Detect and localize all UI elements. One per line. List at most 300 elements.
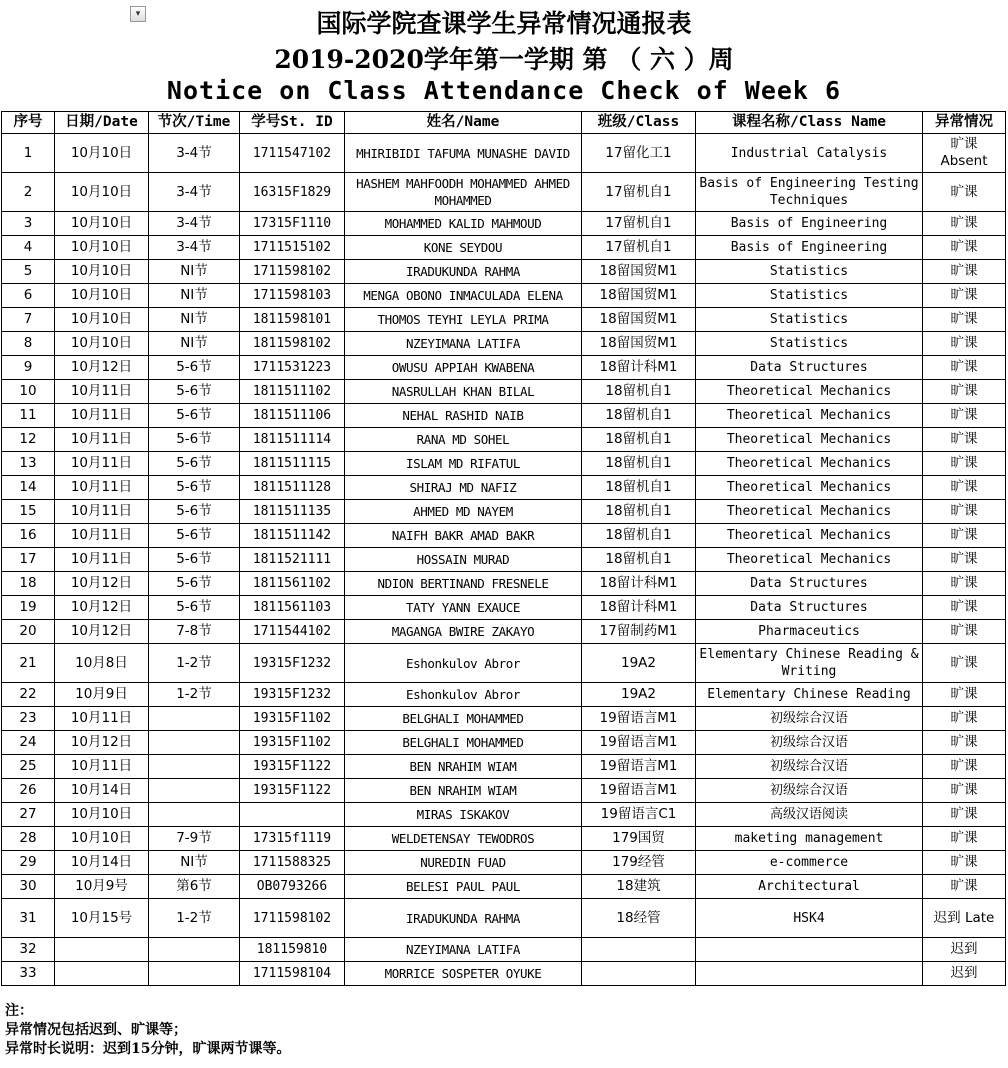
cell-no: 28 <box>2 827 55 851</box>
cell-time: 3-4节 <box>149 134 240 173</box>
cell-course: 初级综合汉语 <box>696 731 923 755</box>
cell-time: 5-6节 <box>149 524 240 548</box>
cell-status: 旷课 <box>923 620 1006 644</box>
cell-no: 17 <box>2 548 55 572</box>
cell-date: 10月14日 <box>55 779 149 803</box>
cell-date: 10月8日 <box>55 644 149 683</box>
cell-date: 10月11日 <box>55 524 149 548</box>
cell-course: Statistics <box>696 332 923 356</box>
cell-no: 25 <box>2 755 55 779</box>
cell-no: 7 <box>2 308 55 332</box>
cell-class: 19留语言C1 <box>582 803 696 827</box>
cell-student-id: 1811521111 <box>240 548 345 572</box>
cell-status: 旷课 <box>923 356 1006 380</box>
notes-label: 注： <box>5 1003 33 1019</box>
cell-student-id: 1811511106 <box>240 404 345 428</box>
cell-status: 旷课 <box>923 731 1006 755</box>
cell-status: 旷课 <box>923 803 1006 827</box>
cell-date <box>55 938 149 962</box>
cell-date: 10月9日 <box>55 683 149 707</box>
cell-course: Data Structures <box>696 596 923 620</box>
cell-no: 19 <box>2 596 55 620</box>
cell-course: e-commerce <box>696 851 923 875</box>
cell-course: Theoretical Mechanics <box>696 404 923 428</box>
cell-class: 18留计科M1 <box>582 596 696 620</box>
cell-name: THOMOS TEYHI LEYLA PRIMA <box>345 308 582 332</box>
cell-date: 10月11日 <box>55 428 149 452</box>
cell-course: Theoretical Mechanics <box>696 476 923 500</box>
cell-class: 18留机自1 <box>582 476 696 500</box>
cell-no: 16 <box>2 524 55 548</box>
cell-course: Industrial Catalysis <box>696 134 923 173</box>
table-row <box>2 827 1006 851</box>
cell-class: 17留机自1 <box>582 173 696 212</box>
cell-no: 26 <box>2 779 55 803</box>
cell-time <box>149 707 240 731</box>
cell-no: 5 <box>2 260 55 284</box>
table-row <box>2 851 1006 875</box>
cell-no: 4 <box>2 236 55 260</box>
cell-name: BEN NRAHIM WIAM <box>345 755 582 779</box>
table-row <box>2 755 1006 779</box>
table-row <box>2 803 1006 827</box>
cell-name: BELGHALI MOHAMMED <box>345 731 582 755</box>
cell-class: 18留国贸M1 <box>582 308 696 332</box>
cell-student-id: 1711598102 <box>240 260 345 284</box>
cell-time: 5-6节 <box>149 476 240 500</box>
cell-time <box>149 731 240 755</box>
cell-name: BELGHALI MOHAMMED <box>345 707 582 731</box>
table-row <box>2 356 1006 380</box>
cell-no: 1 <box>2 134 55 173</box>
table-header-row <box>2 112 1006 134</box>
cell-status: 旷课 <box>923 851 1006 875</box>
cell-status: 旷课 <box>923 452 1006 476</box>
cell-date: 10月15号 <box>55 899 149 938</box>
col-header-student-id: 学号St. ID <box>240 112 345 134</box>
cell-no: 10 <box>2 380 55 404</box>
cell-date: 10月11日 <box>55 500 149 524</box>
table-row <box>2 899 1006 938</box>
cell-date: 10月11日 <box>55 755 149 779</box>
cell-class: 18留机自1 <box>582 404 696 428</box>
cell-date: 10月10日 <box>55 173 149 212</box>
cell-class: 18留机自1 <box>582 380 696 404</box>
cell-no: 11 <box>2 404 55 428</box>
cell-status: 旷课 <box>923 404 1006 428</box>
cell-class: 18留机自1 <box>582 548 696 572</box>
cell-class: 18留计科M1 <box>582 356 696 380</box>
cell-student-id: 1811511142 <box>240 524 345 548</box>
cell-status: 旷课 <box>923 284 1006 308</box>
cell-time: NI节 <box>149 851 240 875</box>
cell-no: 20 <box>2 620 55 644</box>
cell-course: Elementary Chinese Reading <box>696 683 923 707</box>
cell-course: Theoretical Mechanics <box>696 548 923 572</box>
cell-time: NI节 <box>149 308 240 332</box>
page-title-en: Notice on Class Attendance Check of Week 6 <box>166 76 842 105</box>
cell-student-id: 1711598102 <box>240 899 345 938</box>
cell-course: Theoretical Mechanics <box>696 452 923 476</box>
cell-class: 17留机自1 <box>582 236 696 260</box>
cell-class <box>582 938 696 962</box>
cell-date: 10月11日 <box>55 404 149 428</box>
cell-course: Statistics <box>696 260 923 284</box>
cell-name: SHIRAJ MD NAFIZ <box>345 476 582 500</box>
cell-class: 18留国贸M1 <box>582 260 696 284</box>
cell-status: 迟到 <box>923 962 1006 986</box>
cell-date: 10月10日 <box>55 803 149 827</box>
cell-student-id: 1711531223 <box>240 356 345 380</box>
table-row <box>2 644 1006 683</box>
cell-date: 10月14日 <box>55 851 149 875</box>
cell-name: MHIRIBIDI TAFUMA MUNASHE DAVID <box>345 134 582 173</box>
notes-line-1: 异常情况包括迟到、旷课等； <box>5 1022 187 1038</box>
cell-student-id: 1711515102 <box>240 236 345 260</box>
cell-class: 18留机自1 <box>582 500 696 524</box>
cell-time: 第6节 <box>149 875 240 899</box>
cell-status: 迟到 Late <box>923 899 1006 938</box>
cell-name: Eshonkulov Abror <box>345 683 582 707</box>
cell-name: MIRAS ISKAKOV <box>345 803 582 827</box>
cell-time: 1-2节 <box>149 644 240 683</box>
cell-name: AHMED MD NAYEM <box>345 500 582 524</box>
table-row <box>2 707 1006 731</box>
cell-name: MAGANGA BWIRE ZAKAYO <box>345 620 582 644</box>
table-row <box>2 380 1006 404</box>
table-row <box>2 404 1006 428</box>
cell-class: 19A2 <box>582 644 696 683</box>
cell-time: 3-4节 <box>149 212 240 236</box>
cell-no: 33 <box>2 962 55 986</box>
cell-course: Pharmaceutics <box>696 620 923 644</box>
cell-time: 5-6节 <box>149 452 240 476</box>
cell-status: 旷课 <box>923 212 1006 236</box>
cell-status: 旷课 <box>923 500 1006 524</box>
cell-status: 旷课 <box>923 572 1006 596</box>
cell-class <box>582 962 696 986</box>
cell-student-id: 1811561102 <box>240 572 345 596</box>
cell-status: 旷课 <box>923 707 1006 731</box>
cell-course <box>696 962 923 986</box>
filter-dropdown-icon[interactable]: ▾ <box>130 6 146 22</box>
cell-status: 旷课 <box>923 683 1006 707</box>
cell-status: 旷课 Absent <box>923 134 1006 173</box>
cell-name: HOSSAIN MURAD <box>345 548 582 572</box>
cell-time: NI节 <box>149 284 240 308</box>
col-header-no: 序号 <box>2 112 55 134</box>
cell-no: 29 <box>2 851 55 875</box>
cell-status: 旷课 <box>923 827 1006 851</box>
cell-name: BELESI PAUL PAUL <box>345 875 582 899</box>
table-row <box>2 428 1006 452</box>
cell-name: NZEYIMANA LATIFA <box>345 938 582 962</box>
cell-class: 18留国贸M1 <box>582 332 696 356</box>
cell-student-id: 1711588325 <box>240 851 345 875</box>
cell-date: 10月12日 <box>55 620 149 644</box>
cell-class: 17留制药M1 <box>582 620 696 644</box>
cell-time: 5-6节 <box>149 572 240 596</box>
cell-no: 30 <box>2 875 55 899</box>
cell-no: 8 <box>2 332 55 356</box>
page-subtitle-cn: 2019-2020学年第一学期 第 （ 六 ）周 <box>274 45 734 74</box>
cell-date: 10月10日 <box>55 308 149 332</box>
table-row <box>2 452 1006 476</box>
cell-status: 旷课 <box>923 380 1006 404</box>
table-row <box>2 962 1006 986</box>
cell-date: 10月10日 <box>55 134 149 173</box>
cell-class: 17留化工1 <box>582 134 696 173</box>
cell-class: 19留语言M1 <box>582 731 696 755</box>
table-row <box>2 212 1006 236</box>
cell-name: Eshonkulov Abror <box>345 644 582 683</box>
table-row <box>2 596 1006 620</box>
cell-student-id: 1711598104 <box>240 962 345 986</box>
cell-student-id: 181159810 <box>240 938 345 962</box>
cell-date: 10月10日 <box>55 260 149 284</box>
cell-status: 旷课 <box>923 173 1006 212</box>
cell-course: Theoretical Mechanics <box>696 500 923 524</box>
cell-status: 旷课 <box>923 332 1006 356</box>
cell-class: 18留计科M1 <box>582 572 696 596</box>
cell-student-id: 16315F1829 <box>240 173 345 212</box>
cell-time: 5-6节 <box>149 596 240 620</box>
cell-date: 10月9号 <box>55 875 149 899</box>
table-body <box>2 134 1006 986</box>
cell-class: 18留机自1 <box>582 452 696 476</box>
cell-student-id: 19315F1122 <box>240 755 345 779</box>
cell-time: NI节 <box>149 332 240 356</box>
cell-name: IRADUKUNDA RAHMA <box>345 260 582 284</box>
cell-date: 10月11日 <box>55 476 149 500</box>
cell-date: 10月10日 <box>55 212 149 236</box>
cell-student-id: 19315F1232 <box>240 644 345 683</box>
cell-student-id: 1711598103 <box>240 284 345 308</box>
cell-no: 18 <box>2 572 55 596</box>
cell-name: OWUSU APPIAH KWABENA <box>345 356 582 380</box>
cell-course: Basis of Engineering <box>696 212 923 236</box>
cell-time: 3-4节 <box>149 173 240 212</box>
cell-name: BEN NRAHIM WIAM <box>345 779 582 803</box>
table-row <box>2 875 1006 899</box>
cell-name: MOHAMMED KALID MAHMOUD <box>345 212 582 236</box>
cell-student-id: 17315f1119 <box>240 827 345 851</box>
cell-status: 旷课 <box>923 524 1006 548</box>
table-row <box>2 683 1006 707</box>
cell-class: 19A2 <box>582 683 696 707</box>
cell-student-id: 1811511114 <box>240 428 345 452</box>
table-row <box>2 173 1006 212</box>
cell-date: 10月11日 <box>55 707 149 731</box>
cell-no: 3 <box>2 212 55 236</box>
cell-status: 旷课 <box>923 644 1006 683</box>
cell-status: 旷课 <box>923 428 1006 452</box>
cell-course: 初级综合汉语 <box>696 779 923 803</box>
table-row <box>2 500 1006 524</box>
cell-course: Theoretical Mechanics <box>696 380 923 404</box>
cell-name: NZEYIMANA LATIFA <box>345 332 582 356</box>
cell-time <box>149 962 240 986</box>
cell-class: 18留机自1 <box>582 524 696 548</box>
table-row <box>2 938 1006 962</box>
cell-student-id: 19315F1232 <box>240 683 345 707</box>
cell-student-id: 1711547102 <box>240 134 345 173</box>
cell-date: 10月10日 <box>55 827 149 851</box>
cell-course: Architectural <box>696 875 923 899</box>
cell-no: 14 <box>2 476 55 500</box>
cell-name: ISLAM MD RIFATUL <box>345 452 582 476</box>
cell-no: 27 <box>2 803 55 827</box>
cell-name: NEHAL RASHID NAIB <box>345 404 582 428</box>
cell-status: 旷课 <box>923 236 1006 260</box>
cell-no: 15 <box>2 500 55 524</box>
cell-time: NI节 <box>149 260 240 284</box>
cell-date: 10月12日 <box>55 572 149 596</box>
cell-course: HSK4 <box>696 899 923 938</box>
cell-time: 3-4节 <box>149 236 240 260</box>
cell-student-id: 1711544102 <box>240 620 345 644</box>
cell-time <box>149 803 240 827</box>
cell-student-id: 1811511128 <box>240 476 345 500</box>
col-header-date: 日期/Date <box>55 112 149 134</box>
cell-no: 6 <box>2 284 55 308</box>
table-row <box>2 620 1006 644</box>
cell-name: NUREDIN FUAD <box>345 851 582 875</box>
cell-time: 7-9节 <box>149 827 240 851</box>
table-row <box>2 332 1006 356</box>
cell-time: 5-6节 <box>149 548 240 572</box>
cell-name: MORRICE SOSPETER OYUKE <box>345 962 582 986</box>
cell-time <box>149 779 240 803</box>
cell-course: 高级汉语阅读 <box>696 803 923 827</box>
cell-student-id: 1811561103 <box>240 596 345 620</box>
cell-course: Theoretical Mechanics <box>696 428 923 452</box>
cell-class: 18留机自1 <box>582 428 696 452</box>
table-row <box>2 308 1006 332</box>
cell-student-id: OB0793266 <box>240 875 345 899</box>
table-row <box>2 548 1006 572</box>
cell-student-id <box>240 803 345 827</box>
cell-no: 23 <box>2 707 55 731</box>
cell-course: 初级综合汉语 <box>696 707 923 731</box>
cell-class: 19留语言M1 <box>582 707 696 731</box>
cell-time <box>149 755 240 779</box>
cell-name: IRADUKUNDA RAHMA <box>345 899 582 938</box>
cell-course: Data Structures <box>696 572 923 596</box>
cell-name: MENGA OBONO INMACULADA ELENA <box>345 284 582 308</box>
cell-date: 10月10日 <box>55 284 149 308</box>
table-row <box>2 779 1006 803</box>
notes-section <box>5 1002 290 1059</box>
cell-no: 24 <box>2 731 55 755</box>
cell-date: 10月12日 <box>55 731 149 755</box>
cell-class: 18留国贸M1 <box>582 284 696 308</box>
cell-status: 旷课 <box>923 875 1006 899</box>
cell-time: 5-6节 <box>149 380 240 404</box>
table-row <box>2 284 1006 308</box>
cell-student-id: 19315F1102 <box>240 707 345 731</box>
col-header-course: 课程名称/Class Name <box>696 112 923 134</box>
cell-date <box>55 962 149 986</box>
cell-time: 5-6节 <box>149 356 240 380</box>
cell-status: 旷课 <box>923 755 1006 779</box>
cell-course: Basis of Engineering Testing Techniques <box>696 173 923 212</box>
cell-student-id: 19315F1102 <box>240 731 345 755</box>
cell-time: 5-6节 <box>149 500 240 524</box>
cell-name: NDION BERTINAND FRESNELE <box>345 572 582 596</box>
cell-name: NASRULLAH KHAN BILAL <box>345 380 582 404</box>
cell-date: 10月12日 <box>55 596 149 620</box>
cell-date: 10月10日 <box>55 236 149 260</box>
cell-name: WELDETENSAY TEWODROS <box>345 827 582 851</box>
cell-course: Data Structures <box>696 356 923 380</box>
cell-no: 12 <box>2 428 55 452</box>
cell-name: NAIFH BAKR AMAD BAKR <box>345 524 582 548</box>
cell-course: maketing management <box>696 827 923 851</box>
cell-time: 7-8节 <box>149 620 240 644</box>
table-row <box>2 731 1006 755</box>
cell-course <box>696 938 923 962</box>
cell-class: 18建筑 <box>582 875 696 899</box>
col-header-status: 异常情况 <box>923 112 1006 134</box>
table-row <box>2 476 1006 500</box>
cell-no: 9 <box>2 356 55 380</box>
cell-course: Elementary Chinese Reading & Writing <box>696 644 923 683</box>
attendance-table <box>1 111 1006 986</box>
page-title-cn: 国际学院查课学生异常情况通报表 <box>316 9 692 38</box>
cell-no: 21 <box>2 644 55 683</box>
cell-student-id: 1811598101 <box>240 308 345 332</box>
cell-student-id: 1811511102 <box>240 380 345 404</box>
cell-course: Basis of Engineering <box>696 236 923 260</box>
cell-status: 迟到 <box>923 938 1006 962</box>
table-row <box>2 524 1006 548</box>
cell-no: 13 <box>2 452 55 476</box>
cell-student-id: 19315F1122 <box>240 779 345 803</box>
cell-class: 179国贸 <box>582 827 696 851</box>
col-header-class: 班级/Class <box>582 112 696 134</box>
cell-no: 2 <box>2 173 55 212</box>
cell-status: 旷课 <box>923 308 1006 332</box>
col-header-time: 节次/Time <box>149 112 240 134</box>
cell-name: TATY YANN EXAUCE <box>345 596 582 620</box>
cell-course: Statistics <box>696 308 923 332</box>
cell-status: 旷课 <box>923 596 1006 620</box>
notes-line-2: 异常时长说明：迟到15分钟，旷课两节课等。 <box>5 1041 291 1057</box>
cell-name: KONE SEYDOU <box>345 236 582 260</box>
cell-time <box>149 938 240 962</box>
cell-course: 初级综合汉语 <box>696 755 923 779</box>
cell-class: 18经管 <box>582 899 696 938</box>
cell-no: 31 <box>2 899 55 938</box>
cell-student-id: 1811511135 <box>240 500 345 524</box>
cell-status: 旷课 <box>923 548 1006 572</box>
cell-student-id: 1811511115 <box>240 452 345 476</box>
cell-date: 10月12日 <box>55 356 149 380</box>
col-header-name: 姓名/Name <box>345 112 582 134</box>
cell-name: HASHEM MAHFOODH MOHAMMED AHMED MOHAMMED <box>345 173 582 212</box>
cell-name: RANA MD SOHEL <box>345 428 582 452</box>
cell-date: 10月11日 <box>55 548 149 572</box>
table-row <box>2 572 1006 596</box>
cell-no: 22 <box>2 683 55 707</box>
cell-status: 旷课 <box>923 476 1006 500</box>
cell-course: Theoretical Mechanics <box>696 524 923 548</box>
cell-class: 17留机自1 <box>582 212 696 236</box>
cell-date: 10月11日 <box>55 452 149 476</box>
cell-student-id: 1811598102 <box>240 332 345 356</box>
cell-time: 1-2节 <box>149 683 240 707</box>
